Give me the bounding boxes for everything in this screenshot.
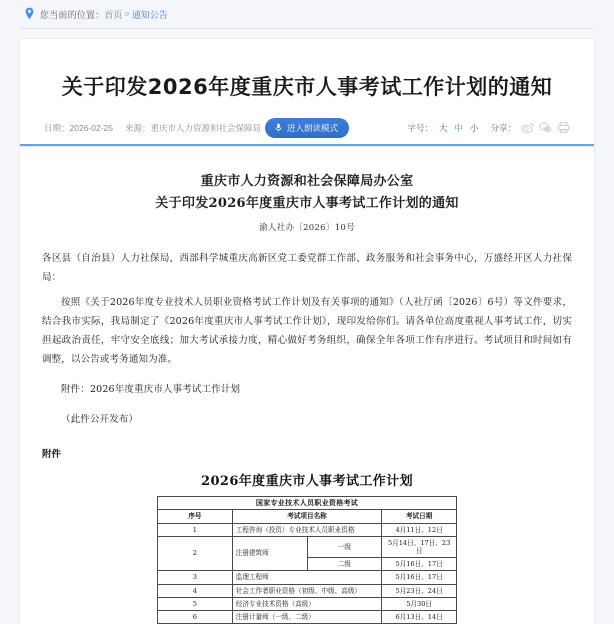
- meta-soft-rule: [20, 146, 594, 147]
- share-label: 分享：: [490, 122, 516, 133]
- row-name: 监理工程师: [232, 571, 382, 584]
- row-no: 5: [158, 597, 233, 610]
- article-card: [20, 39, 594, 624]
- row-no: 4: [158, 584, 233, 597]
- date-label: 日期：: [44, 122, 70, 133]
- document-subject: 关于印发2026年度重庆市人事考试工作计划的通知: [155, 196, 459, 212]
- breadcrumb-bar: [0, 0, 614, 28]
- table-section-header-row: [158, 496, 457, 510]
- breadcrumb-divider: [20, 28, 594, 29]
- row-date: 5月14日、17日、23日: [382, 536, 457, 557]
- page-title: 关于印发2026年度重庆市人事考试工作计划的通知: [61, 75, 553, 99]
- print-icon[interactable]: [557, 121, 570, 134]
- row-date: 6月13日、14日: [382, 611, 457, 624]
- table-row: [158, 523, 457, 536]
- breadcrumb-current: 通知公告: [131, 9, 168, 20]
- plan-table-title: 2026年度重庆市人事考试工作计划: [201, 473, 413, 489]
- breadcrumb-prefix: 您当前的位置：: [40, 9, 105, 20]
- row-name: 经济专业技术资格（高级）: [232, 597, 382, 610]
- table-row: [158, 584, 457, 597]
- table-section-header: 国家专业技术人员职业资格考试: [158, 496, 457, 510]
- publish-date: [44, 122, 113, 134]
- meta-accent-rule: [20, 144, 594, 146]
- table-column-header-row: [158, 510, 457, 523]
- source-label: 来源：: [125, 122, 151, 133]
- row-no: 2: [158, 536, 233, 571]
- document-body: [42, 165, 572, 624]
- row-name: 工程咨询（投资）专业技术人员职业资格: [232, 523, 382, 536]
- row-date: 4月11日、12日: [382, 523, 457, 536]
- attachment-table-wrap: [42, 470, 572, 624]
- row-date: 5月16日、17日: [382, 558, 457, 571]
- row-date: 5月30日: [382, 597, 457, 610]
- font-size-medium[interactable]: 中: [454, 122, 463, 133]
- breadcrumb-separator: >: [124, 9, 130, 19]
- table-row: [158, 536, 457, 557]
- enter-read-mode-label: 进入朗读模式: [286, 122, 339, 133]
- row-date: 5月16日、17日: [382, 571, 457, 584]
- document-publish-note: （此件公开发布）: [61, 413, 139, 425]
- article-meta-bar: [42, 121, 572, 144]
- row-name: 注册计量师（一级、二级）: [232, 611, 382, 624]
- font-size-small[interactable]: 小: [469, 122, 479, 133]
- meta-right-group: [407, 121, 570, 134]
- weibo-share-icon[interactable]: [521, 121, 534, 134]
- row-date: 5月23日、24日: [382, 584, 457, 597]
- row-no: 1: [158, 523, 233, 536]
- font-size-large[interactable]: 大: [438, 122, 448, 133]
- source-value: 重庆市人力资源和社会保障局: [150, 122, 262, 133]
- microphone-icon: [274, 123, 283, 132]
- date-value: 2026-02-25: [69, 122, 113, 133]
- wechat-share-icon[interactable]: [539, 121, 552, 134]
- column-header-name: 考试项目名称: [232, 510, 382, 523]
- document-issuer: 重庆市人力资源和社会保障局办公室: [200, 174, 414, 190]
- row-level: 一级: [307, 536, 382, 557]
- exam-plan-table: [157, 496, 457, 624]
- attachment-heading: 附件: [42, 448, 62, 460]
- row-name: 注册建筑师: [232, 536, 307, 571]
- document-addressee: 各区县（自治县）人力社保局，西部科学城重庆高新区党工委党群工作部、政务服务和社会事务中心，万盛经开区人力社保局：: [42, 252, 572, 283]
- breadcrumb-home-link[interactable]: 首页: [104, 9, 123, 20]
- row-no: 3: [158, 571, 233, 584]
- table-row: [158, 597, 457, 610]
- column-header-no: 序号: [158, 510, 233, 523]
- document-attachment-line: 附件：2026年度重庆市人事考试工作计划: [61, 383, 241, 395]
- document-number: 渝人社办〔2026〕10号: [259, 222, 355, 233]
- table-row: [158, 611, 457, 624]
- meta-left-group: [44, 122, 261, 134]
- row-level: 二级: [307, 558, 382, 571]
- enter-read-mode-button[interactable]: [265, 118, 349, 138]
- table-row: [158, 571, 457, 584]
- source: [125, 122, 261, 134]
- row-name: 社会工作者职业资格（初级、中级、高级）: [232, 584, 382, 597]
- document-main-paragraph: 按照《关于2026年度专业技术人员职业资格考试工作计划及有关事项的通知》（人社厅函〔2026〕6号）等文件要求，结合我市实际，我局制定了《2026年度重庆市人事考试工作计划》，现印发给你们。请各单位高度重视人事考试工作，切实担起政治责任，牢守安全底线；加大考试承接力度，精心做好考务组织，确保全年各项工作有序进行。考试项目和时间如有调整，以公告或考务通知为准。: [42, 296, 572, 365]
- column-header-date: 考试日期: [382, 510, 457, 523]
- row-no: 6: [158, 611, 233, 624]
- font-size-label: 字号：: [407, 122, 433, 133]
- location-pin-icon: [24, 7, 35, 20]
